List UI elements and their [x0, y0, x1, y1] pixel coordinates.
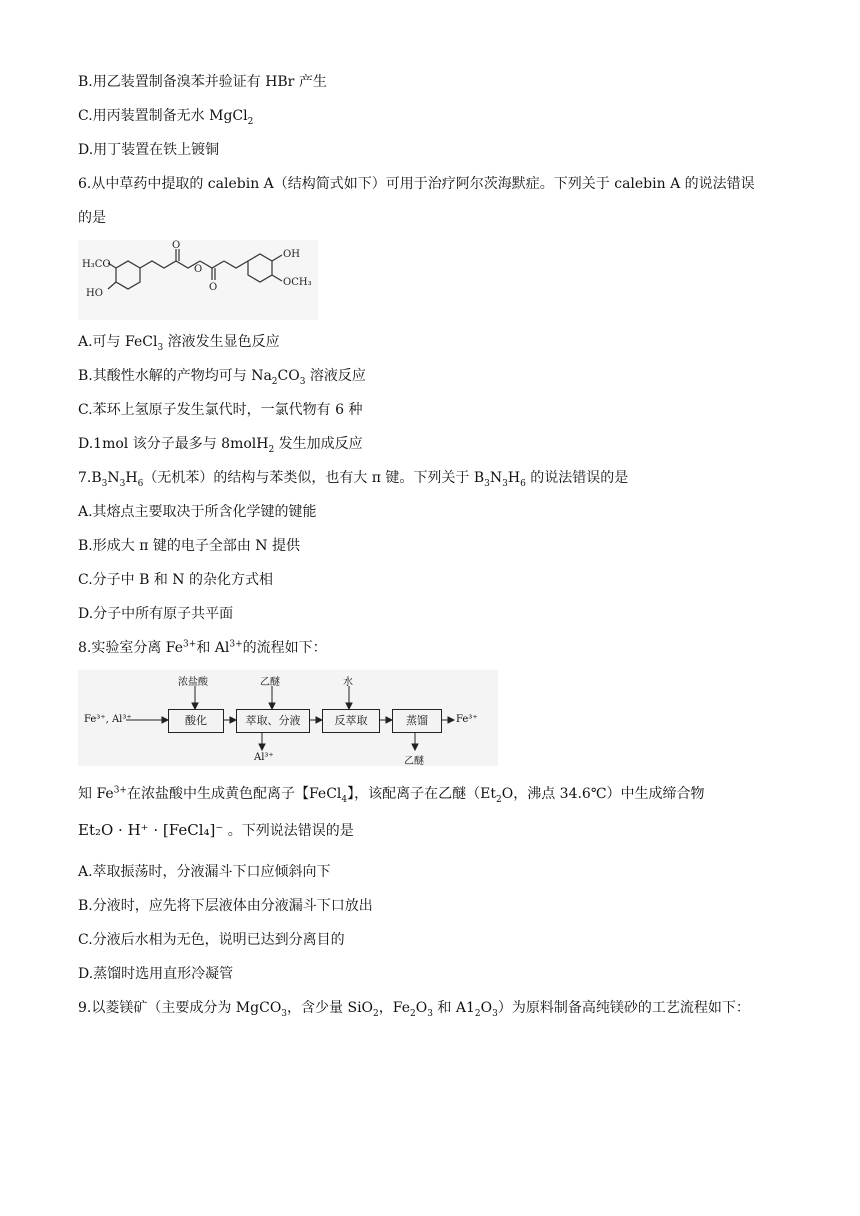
- q5-option-c: C.用丙装置制备无水 MgCl$_2$: [78, 108, 254, 127]
- q7-option-c: C.分子中 B 和 N 的杂化方式相: [78, 572, 274, 588]
- ester-o-label: O: [194, 264, 203, 275]
- flow-output-ether: 乙醚: [404, 756, 424, 767]
- flow-reagent-water: 水: [343, 677, 353, 688]
- ho-left-label: HO: [86, 288, 103, 299]
- q6-option-d: D.1mol 该分子最多与 8molH$_2$ 发生加成反应: [78, 436, 363, 455]
- q7-option-b: B.形成大 π 键的电子全部由 N 提供: [78, 538, 300, 554]
- q5-option-d: D.用丁装置在铁上镀铜: [78, 142, 220, 158]
- flow-reagent-ether: 乙醚: [260, 677, 280, 688]
- q8-option-b: B.分液时，应先将下层液体由分液漏斗下口放出: [78, 898, 373, 914]
- ketone-o-label: O: [172, 240, 181, 251]
- q7-option-d: D.分子中所有原子共平面: [78, 606, 234, 622]
- separation-flowchart: [78, 670, 498, 766]
- flow-step-extract: 萃取、分液: [236, 709, 310, 733]
- q6-option-b: B.其酸性水解的产物均可与 $Na_2CO_3$ 溶液反应: [78, 368, 366, 387]
- flow-output-fe: Fe³⁺: [456, 714, 478, 725]
- q8-association-compound: Et₂O · H⁺ · [FeCl₄]⁻ 。下列说法错误的是: [78, 821, 354, 839]
- q8-known-info: 知 $Fe^{3+}$在浓盐酸中生成黄色配离子【FeCl$_4$】，该配离子在乙醚（$Et_2O$，沸点 34.6℃）中生成缔合物: [78, 785, 705, 805]
- q6-option-c: C.苯环上氢原子发生氯代时，一氯代物有 6 种: [78, 402, 363, 418]
- calebin-a-structure: [78, 240, 318, 320]
- flow-step-back-extract: 反萃取: [322, 709, 380, 733]
- och3-right-label: OCH₃: [283, 277, 312, 288]
- q8-stem: 8.实验室分离 $Fe^{3+}$和 $Al^{3+}$的流程如下：: [78, 639, 327, 656]
- q9-stem: 9.以菱镁矿（主要成分为 MgCO$_3$，含少量 SiO$_2$，$Fe_2O_3$ 和 $A1_2O_3$）为原料制备高纯镁砂的工艺流程如下：: [78, 1000, 750, 1019]
- carbonyl-o-label: O: [209, 282, 218, 293]
- q8-option-d: D.蒸馏时选用直形冷凝管: [78, 966, 234, 982]
- q8-option-a: A.萃取振荡时，分液漏斗下口应倾斜向下: [78, 864, 331, 880]
- q7-option-a: A.其熔点主要取决于所含化学键的键能: [78, 504, 317, 520]
- flow-step-distill: 蒸馏: [392, 709, 442, 733]
- flow-input-label: Fe³⁺, Al³⁺: [84, 714, 132, 725]
- h3co-label: H₃CO: [82, 259, 111, 270]
- flow-output-al: Al³⁺: [254, 752, 274, 763]
- oh-right-label: OH: [283, 249, 300, 260]
- q6-option-a: A.可与 FeCl$_3$ 溶液发生显色反应: [78, 334, 280, 353]
- q6-stem-line2: 的是: [78, 210, 106, 226]
- flow-reagent-hcl: 浓盐酸: [178, 677, 208, 688]
- q5-option-b: B.用乙装置制备溴苯并验证有 HBr 产生: [78, 74, 327, 90]
- q7-stem: $7.B_3N_3H_6$（无机苯）的结构与苯类似，也有大 π 键。下列关于 $B_3N_3H_6$ 的说法错误的是: [78, 470, 629, 489]
- q6-stem-line1: 6.从中草药中提取的 calebin A（结构简式如下）可用于治疗阿尔茨海默症。下列关于 calebin A 的说法错误: [78, 176, 755, 192]
- flow-step-acidify: 酸化: [168, 709, 224, 733]
- q8-option-c: C.分液后水相为无色，说明已达到分离目的: [78, 932, 345, 948]
